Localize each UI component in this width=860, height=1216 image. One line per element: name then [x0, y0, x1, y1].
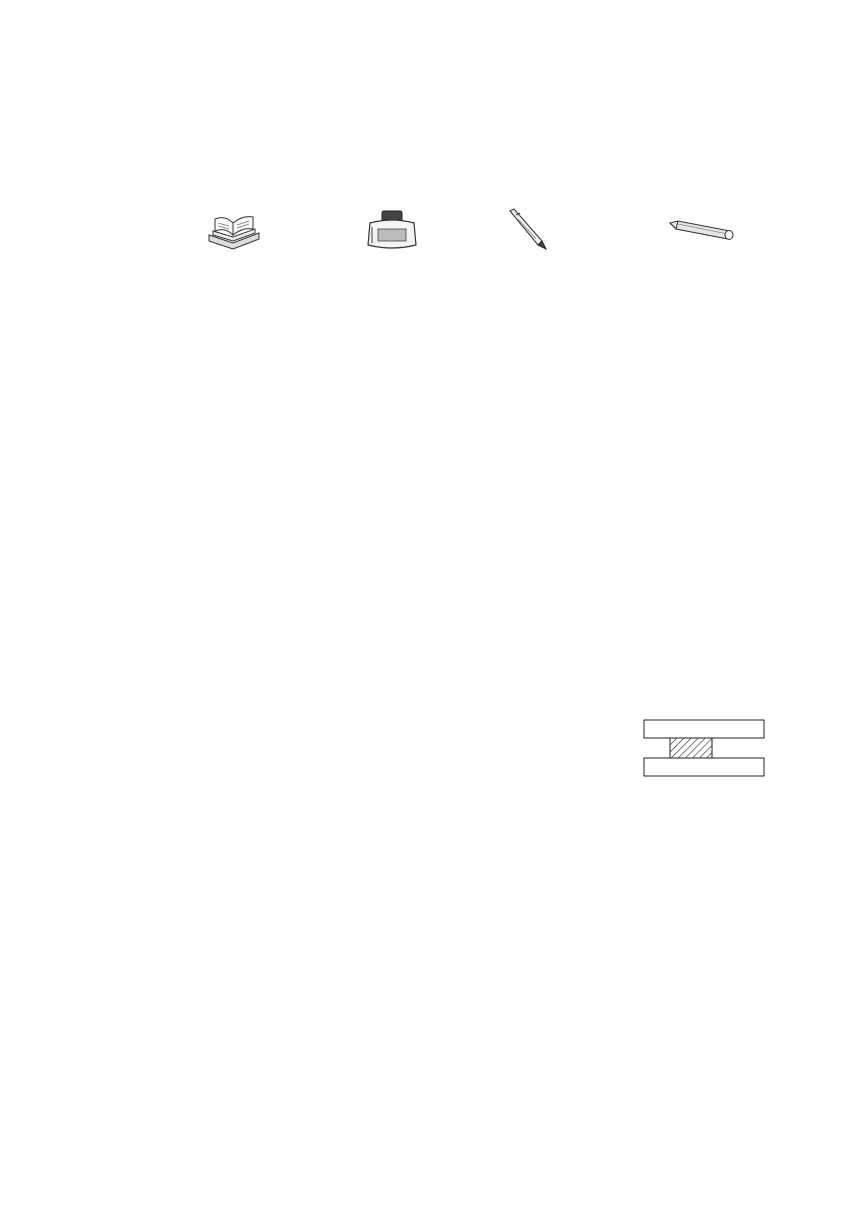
ruler-figure — [640, 718, 768, 784]
ink-bottle-image — [364, 209, 420, 251]
fountain-pen-image — [506, 207, 548, 251]
book-image — [205, 213, 261, 251]
pencil-image — [668, 219, 734, 241]
